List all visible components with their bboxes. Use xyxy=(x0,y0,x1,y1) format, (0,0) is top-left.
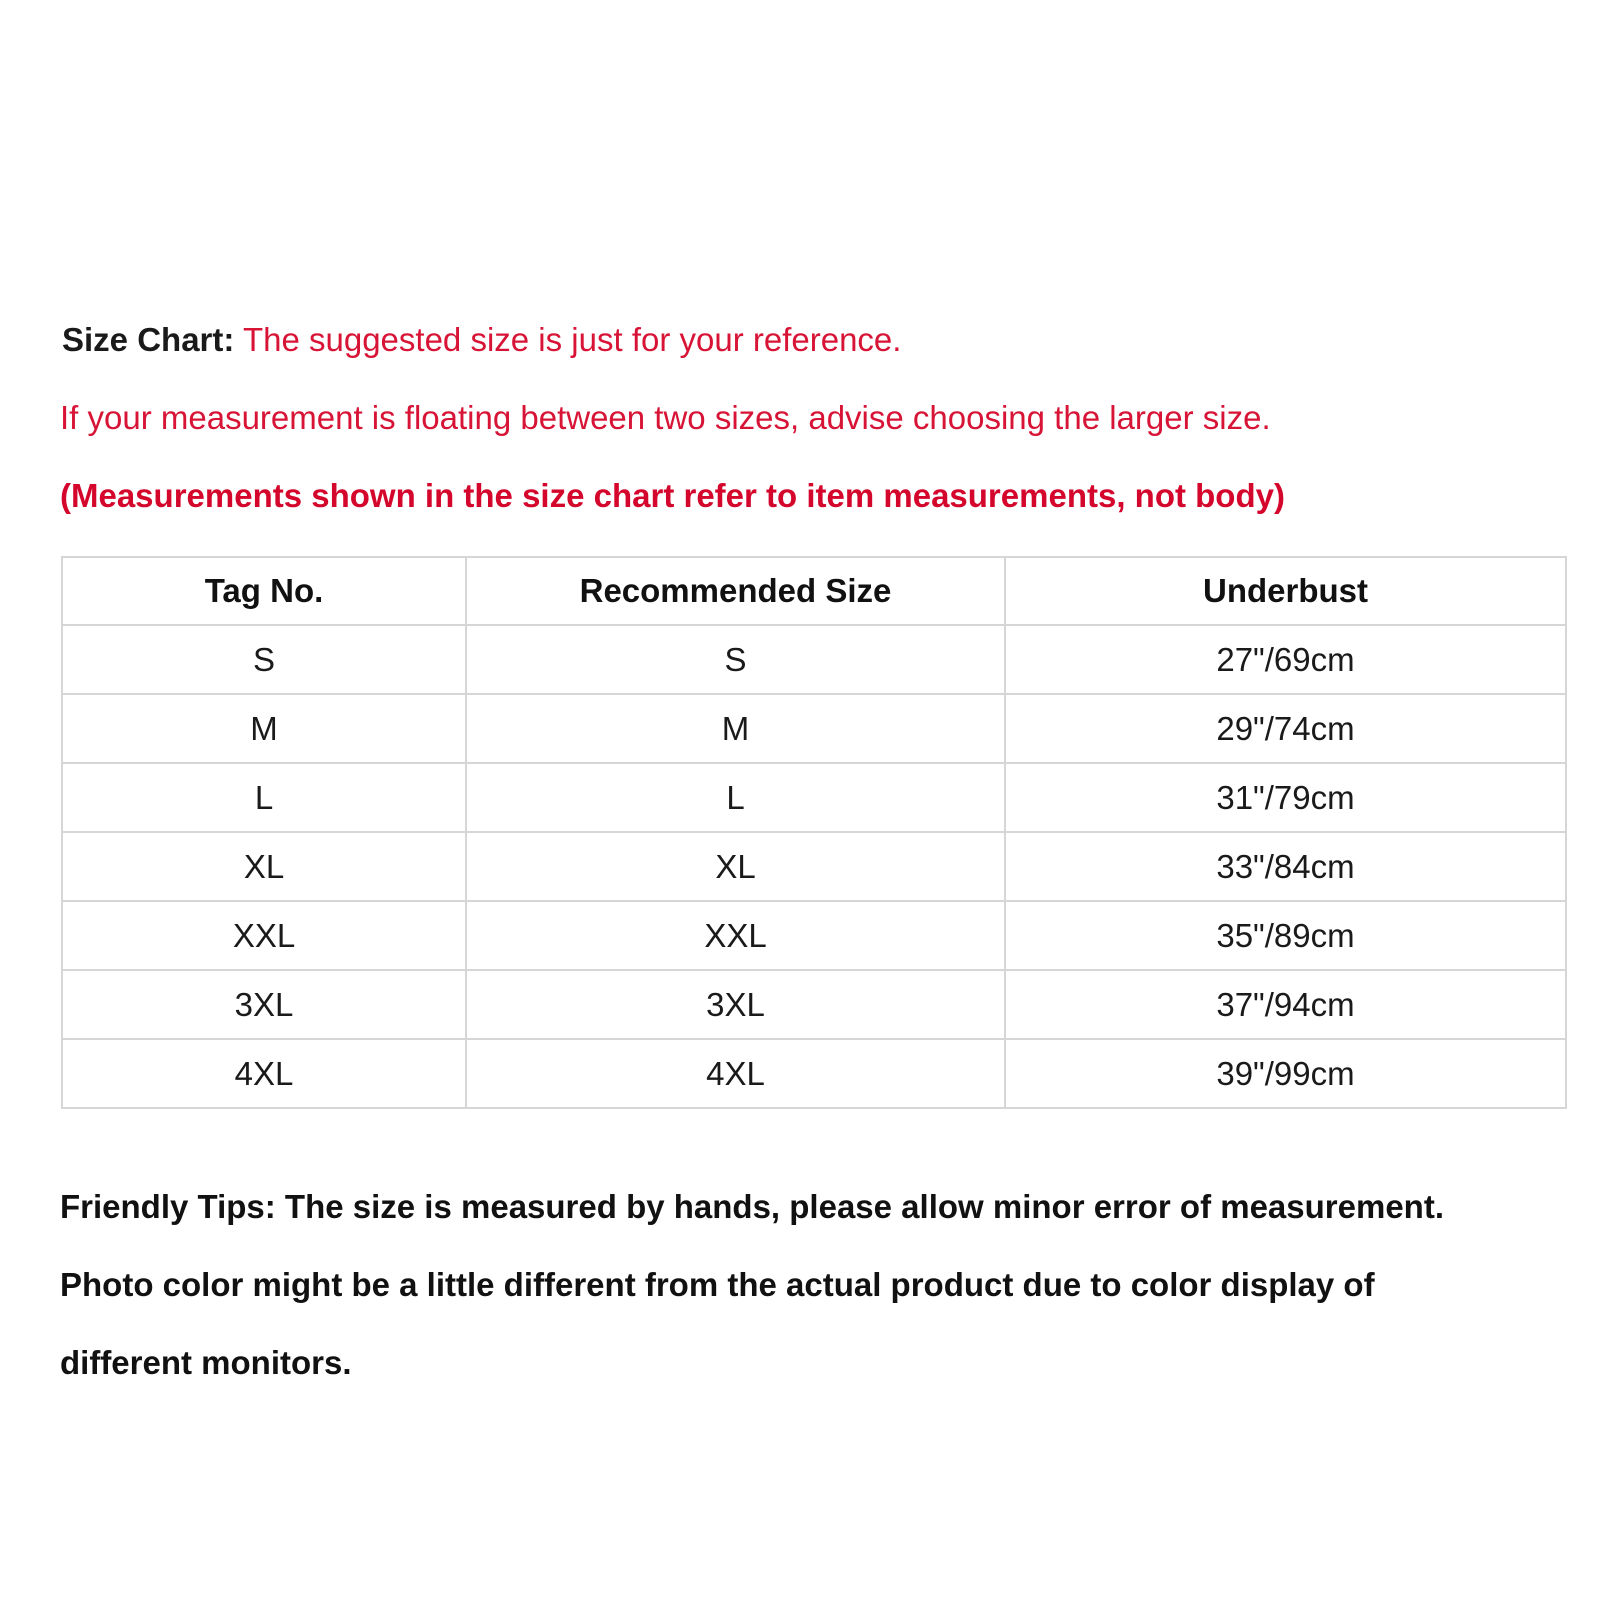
table-row xyxy=(62,694,1566,763)
size-chart-intro xyxy=(62,320,901,360)
header-recommended-size: Recommended Size xyxy=(466,557,1005,625)
size-chart-label: Size Chart: xyxy=(62,321,235,358)
recommended-size-cell: L xyxy=(466,763,1005,832)
underbust-cell: 29"/74cm xyxy=(1005,694,1566,763)
header-tag-no: Tag No. xyxy=(62,557,466,625)
tag-no-cell: L xyxy=(62,763,466,832)
table-row xyxy=(62,1039,1566,1108)
header-underbust: Underbust xyxy=(1005,557,1566,625)
underbust-cell: 27"/69cm xyxy=(1005,625,1566,694)
friendly-tips xyxy=(60,1168,1600,1402)
measurement-note: (Measurements shown in the size chart refer to item measurements, not body) xyxy=(60,477,1285,514)
table-row xyxy=(62,901,1566,970)
table-row xyxy=(62,763,1566,832)
recommended-size-cell: S xyxy=(466,625,1005,694)
tag-no-cell: M xyxy=(62,694,466,763)
table-row xyxy=(62,970,1566,1039)
underbust-cell: 31"/79cm xyxy=(1005,763,1566,832)
table-header-row xyxy=(62,557,1566,625)
floating-size-note: If your measurement is floating between two sizes, advise choosing the larger size. xyxy=(60,399,1271,436)
table-row xyxy=(62,625,1566,694)
size-table xyxy=(61,556,1567,1109)
tips-line-measurement: Friendly Tips: The size is measured by hands, please allow minor error of measurement. xyxy=(60,1188,1444,1225)
underbust-cell: 39"/99cm xyxy=(1005,1039,1566,1108)
tag-no-cell: 3XL xyxy=(62,970,466,1039)
recommended-size-cell: 3XL xyxy=(466,970,1005,1039)
tips-line-monitors: different monitors. xyxy=(60,1344,352,1381)
recommended-size-cell: XL xyxy=(466,832,1005,901)
tag-no-cell: S xyxy=(62,625,466,694)
underbust-cell: 37"/94cm xyxy=(1005,970,1566,1039)
tag-no-cell: XL xyxy=(62,832,466,901)
table-row xyxy=(62,832,1566,901)
tag-no-cell: XXL xyxy=(62,901,466,970)
recommended-size-cell: M xyxy=(466,694,1005,763)
underbust-cell: 33"/84cm xyxy=(1005,832,1566,901)
recommended-size-cell: 4XL xyxy=(466,1039,1005,1108)
tips-line-color: Photo color might be a little different from the actual product due to color display of xyxy=(60,1266,1375,1303)
size-chart-reference-note: The suggested size is just for your reference. xyxy=(242,321,902,358)
underbust-cell: 35"/89cm xyxy=(1005,901,1566,970)
tag-no-cell: 4XL xyxy=(62,1039,466,1108)
recommended-size-cell: XXL xyxy=(466,901,1005,970)
